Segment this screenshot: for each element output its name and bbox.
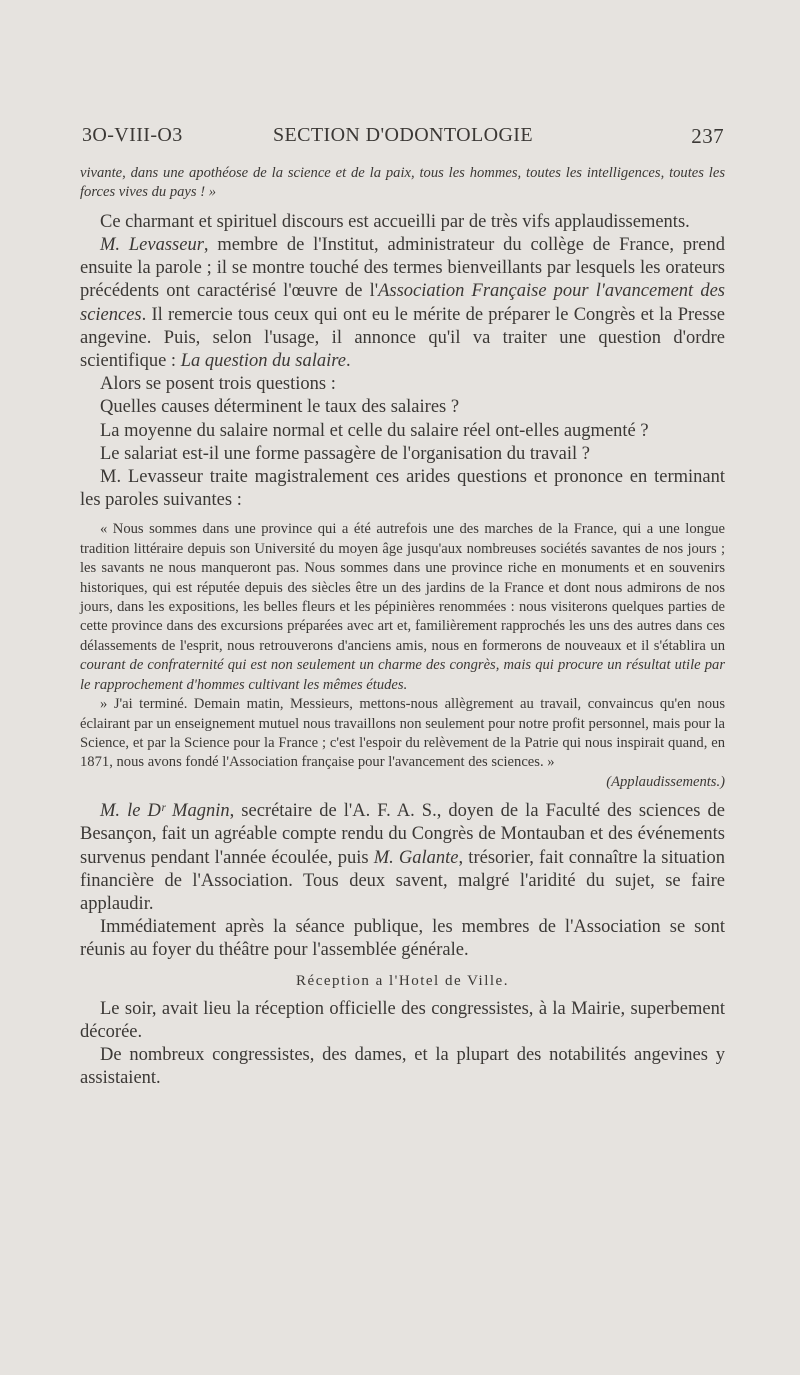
continued-quote: vivante, dans une apothéose de la science et de la paix, tous les hommes, toutes les intelligences, toutes les forces vives du pays ! »: [80, 165, 725, 201]
question-2: La moyenne du salaire normal et celle du salaire réel ont-elles augmenté ?: [100, 420, 649, 441]
paragraph-closing-words-intro: M. Levasseur traite magistralement ces arides questions et prononce en terminant les paroles suivantes :: [80, 467, 725, 511]
header-date: 3O-VIII-O3: [82, 124, 183, 146]
speaker-name: M. le Dʳ Magnin: [100, 801, 230, 822]
topic-title: La question du salaire: [180, 351, 347, 372]
paragraph-reception: Le soir, avait lieu la réception officielle des congressistes, à la Mairie, superbement décorée.: [80, 998, 725, 1042]
paragraph-text: , membre de l'Institut, administrateur du collège de France, prend ensuite la parole ; il se montre touché des termes bienveillants par lesquels les orateurs précédents ont caractérisé l'œuvre de l': [80, 235, 725, 302]
applause-note: (Applaudissements.): [606, 773, 725, 790]
paragraph-text: .: [346, 351, 351, 372]
paragraph-text: . Il remercie tous ceux qui ont eu le mérite de préparer le Congrès et la Presse angevine. Puis, selon l'usage, il annonce qu'il va traiter une question d'ordre scientifique :: [80, 304, 725, 372]
paragraph-attendees: De nombreux congressistes, des dames, et la plupart des notabilités angevines y assistaient.: [80, 1044, 725, 1089]
section-heading: Réception a l'Hotel de Ville.: [296, 972, 509, 989]
speaker-name: M. Galante: [373, 847, 459, 868]
paragraph-magnin: [80, 800, 725, 916]
quote-italic-text: courant de confraternité qui est non seulement un charme des congrès, mais qui procure un résultat utile par le rapprochement d'hommes cultivant les mêmes études.: [80, 657, 725, 693]
association-name: Association Française pour l'avancement des sciences: [80, 281, 725, 325]
paragraph-text: , secrétaire de l'A. F. A. S., doyen de la Faculté des sciences de Besançon, fait un agréable compte rendu du Congrès de Montauban et des événements survenus pendant l'année écoulée, puis: [80, 801, 725, 868]
question-3: Le salariat est-il une forme passagère de l'organisation du travail ?: [100, 443, 590, 464]
paragraph-general-assembly: Immédiatement après la séance publique, les membres de l'Association se sont réunis au foyer du théâtre pour l'assemblée générale.: [80, 917, 725, 961]
quote-paragraph-2: » J'ai terminé. Demain matin, Messieurs, mettons-nous allègrement au travail, convaincus qu'en nous éclairant par un enseignement mutuel nous travaillons non seulement pour notre profit personnel, mais pour la Science, et par la Science pour la France ; c'est l'espoir du relèvement de la Patrie qui nous inspirait quand, en 1871, nous avons fondé l'Association française pour l'avancement des sciences. »: [80, 696, 725, 771]
paragraph-questions-intro: Alors se posent trois questions :: [100, 374, 336, 395]
page-number: 237: [691, 124, 724, 148]
paragraph-levasseur: [80, 234, 725, 373]
quote-text: « Nous sommes dans une province qui a été autrefois une des marches de la France, qui a une longue tradition littéraire depuis son Université du moyen âge jusqu'aux nombreuses sociétés savantes de nos jours ; les savants ne nous manqueront pas. Nous sommes dans une province riche en monuments et en souvenirs historiques, qui est réputée depuis des siècles être un des jardins de la France et dont nous admirons de nos jours, dans les expositions, les belles fleurs et les pépinières renommées : nous visiterons quelques parties de cette province dans des excursions préparées avec art et, familièrement rapprochés les uns des autres dans ces délassements de l'esprit, nous retrouverons d'anciens amis, nous en formerons de nouveaux et il s'établira un: [80, 521, 725, 654]
question-1: Quelles causes déterminent le taux des salaires ?: [100, 397, 460, 418]
page-body: [80, 164, 725, 1090]
speaker-name: M. Levasseur: [100, 235, 204, 256]
header-section-title: SECTION D'ODONTOLOGIE: [273, 124, 533, 146]
paragraph-text: , trésorier, fait connaître la situation financière de l'Association. Tous deux savent, malgré l'aridité du sujet, se faire applaudir.: [80, 847, 726, 914]
paragraph-applause-speech: Ce charmant et spirituel discours est accueilli par de très vifs applaudissements.: [100, 211, 690, 232]
quote-paragraph-1: [80, 520, 725, 695]
running-header: [82, 124, 724, 154]
